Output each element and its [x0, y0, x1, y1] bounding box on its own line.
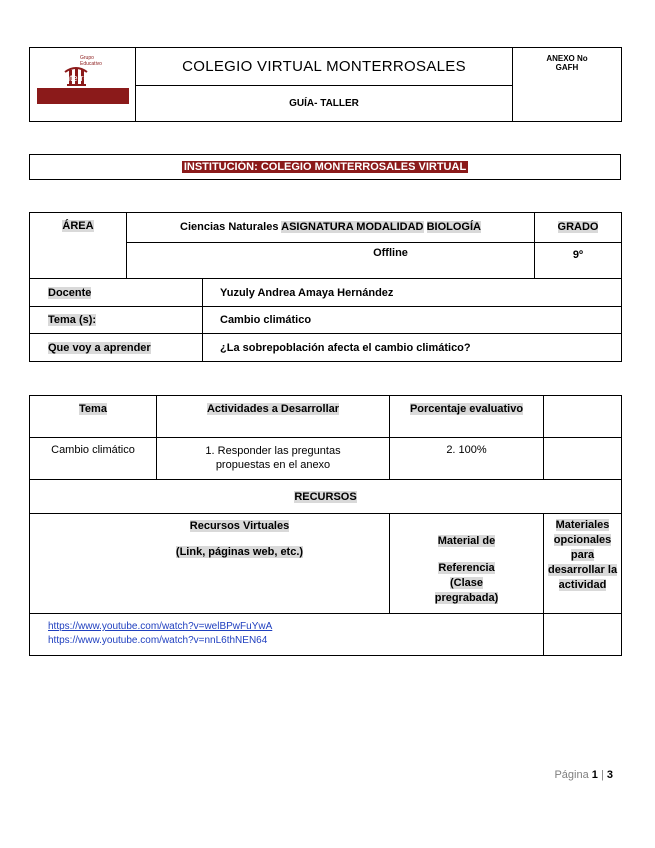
- row-topic: Cambio climático: [30, 438, 157, 480]
- annex-line1: ANEXO No: [546, 54, 588, 63]
- activities-table: [29, 395, 622, 656]
- guide-subtitle: GUÍA- TALLER: [136, 86, 513, 122]
- annex-line2: GAFH: [555, 63, 579, 72]
- teacher-value: Yuzuly Andrea Amaya Hernández: [203, 279, 622, 307]
- subject-highlight: ASIGNATURA MODALIDAD: [281, 221, 424, 234]
- area-label-cell: [30, 213, 127, 279]
- page-separator: |: [600, 769, 604, 781]
- learn-label: Que voy a aprender: [48, 341, 151, 354]
- virtual-resources-cell: [30, 514, 390, 614]
- optional-materials-cell: Materiales opcionales para desarrollar la actividad: [544, 514, 622, 614]
- subject-suffix: BIOLOGÍA: [426, 221, 481, 234]
- logo-name: Monterrosales: [52, 73, 110, 83]
- institution-label: INSTITUCIÓN: COLEGIO MONTERROSALES VIRTUAL: [183, 161, 467, 173]
- subject-prefix: Ciencias Naturales: [180, 221, 279, 234]
- topic-label: Tema (s):: [48, 314, 97, 327]
- virtual-title: Recursos Virtuales: [189, 520, 290, 532]
- subject-cell: [127, 213, 535, 243]
- school-title: COLEGIO VIRTUAL MONTERROSALES: [136, 48, 513, 86]
- page-footer: [554, 769, 613, 781]
- institution-cell: [30, 155, 621, 180]
- logo-top-text: Grupo Educativo: [80, 55, 102, 67]
- learn-value: ¿La sobrepoblación afecta el cambio climático?: [203, 334, 622, 362]
- resource-link-1[interactable]: https://www.youtube.com/watch?v=welBPwFuYwA: [48, 621, 273, 632]
- grade-label-cell: [535, 213, 622, 243]
- col-topic-header: Tema: [30, 396, 157, 438]
- row-activity: 1. Responder las preguntas propuestas en el anexo: [157, 438, 390, 480]
- grade-label: GRADO: [557, 221, 599, 234]
- modality-cell: [127, 242, 535, 279]
- info-table: [29, 212, 622, 362]
- row-percent: 2. 100%: [390, 438, 544, 480]
- col-percent-header: Porcentaje evaluativo: [390, 396, 544, 438]
- area-label: ÁREA: [62, 220, 94, 232]
- teacher-label-cell: [30, 279, 203, 307]
- resource-link-2[interactable]: https://www.youtube.com/watch?v=nnL6thNEN64: [48, 635, 268, 646]
- header-table: [29, 47, 622, 122]
- col-activities-header: Actividades a Desarrollar: [157, 396, 390, 438]
- topic-value: Cambio climático: [203, 306, 622, 334]
- teacher-label: Docente: [48, 286, 92, 299]
- col-empty-header: [544, 396, 622, 438]
- logo-graphic: [37, 66, 129, 104]
- resources-title: RECURSOS: [294, 490, 357, 503]
- links-cell: [30, 614, 544, 656]
- resources-title-cell: [30, 480, 622, 514]
- topic-label-cell: [30, 306, 203, 334]
- grade-value: 9º: [535, 242, 622, 279]
- virtual-subtitle: (Link, páginas web, etc.): [175, 546, 304, 558]
- page-total: 3: [606, 769, 613, 781]
- modality-value: Offline: [373, 246, 408, 259]
- row-empty: [544, 438, 622, 480]
- institution-table: [29, 154, 621, 180]
- reference-material-cell: Material de Referencia (Clase pregrabada): [390, 514, 544, 614]
- learn-label-cell: [30, 334, 203, 362]
- links-empty-cell: [544, 614, 622, 656]
- annex-cell: [513, 48, 622, 122]
- page-label: Página: [554, 769, 589, 781]
- page-number: 1: [591, 769, 598, 781]
